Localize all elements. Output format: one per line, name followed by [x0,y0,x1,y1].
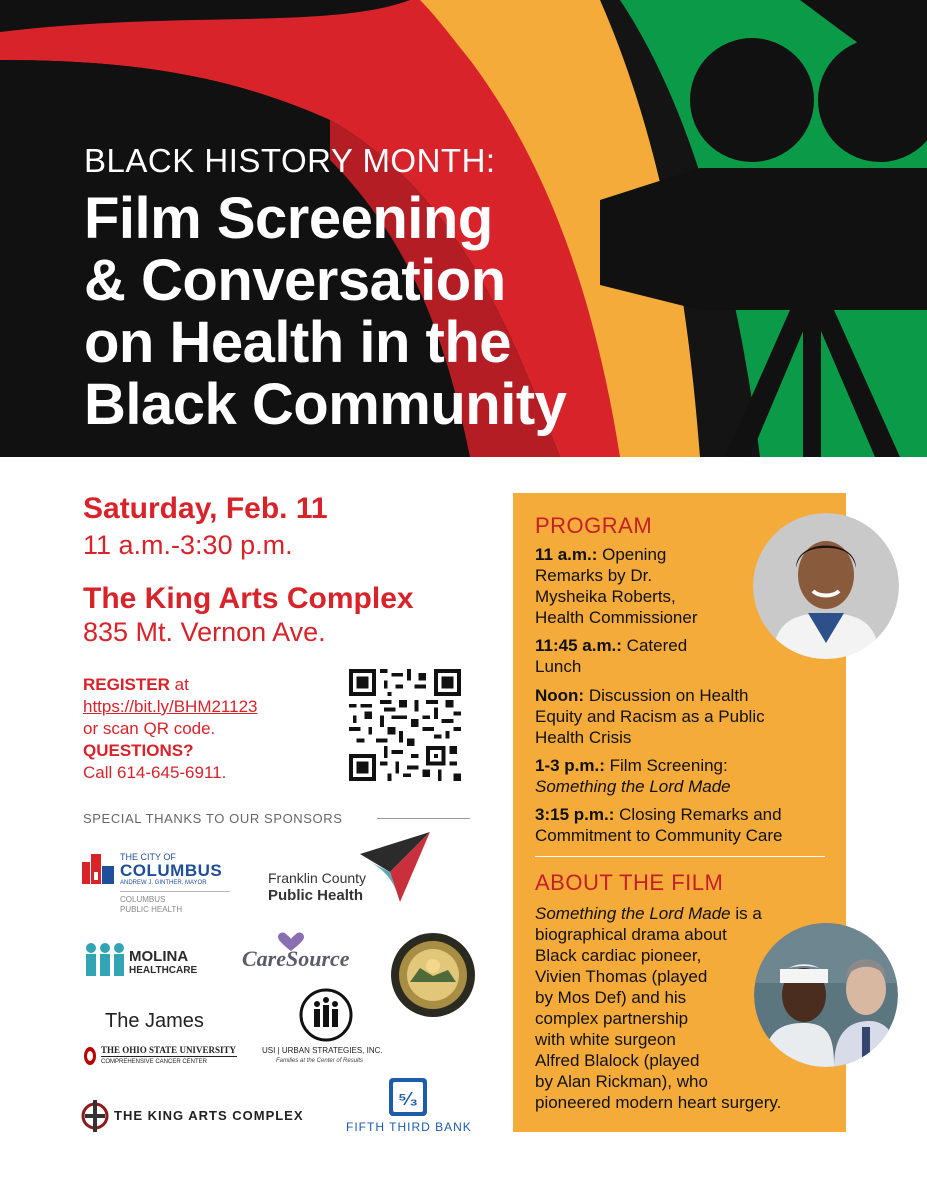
sponsors-heading: SPECIAL THANKS TO OUR SPONSORS [83,811,343,826]
program-time: 1-3 p.m.: [535,756,605,775]
about-line: is a [730,904,762,923]
program-item [535,544,765,628]
program-text: Discussion on Health [584,686,749,705]
program-text: Lunch [535,657,582,676]
sponsors-divider [377,818,470,819]
about-line: by Alan Rickman), who [535,1072,708,1091]
register-at: at [174,675,189,694]
james-name: The James [105,1010,204,1032]
program-text: Health Crisis [535,728,632,747]
program-text: Opening [597,545,667,564]
franklin-line2: Public Health [268,887,364,904]
program-text: Catered [621,636,688,655]
panel-divider [535,856,825,857]
register-label: REGISTER [83,675,170,694]
program-time: 11:45 a.m.: [535,636,622,655]
questions-label: QUESTIONS? [83,741,194,760]
about-film-title: Something the Lord Made [535,904,731,923]
sponsor-fifththird-logo [346,1078,481,1136]
film-title-italic: Something the Lord Made [535,777,731,796]
program-text: Equity and Racism as a Public [535,707,765,726]
program-time: 3:15 p.m.: [535,805,615,824]
about-line: complex partnership [535,1009,689,1028]
program-time: 11 a.m.: [535,545,598,564]
sponsor-caresource-logo [242,932,367,972]
program-text: Health Commissioner [535,608,698,627]
about-heading: ABOUT THE FILM [535,870,724,895]
hero-kicker: BLACK HISTORY MONTH: [84,142,496,179]
sponsor-molina-logo [83,940,213,980]
film-still-photo [754,923,898,1067]
molina-line2: HEALTHCARE [129,965,198,976]
about-line: by Mos Def) and his [535,988,687,1007]
program-heading: PROGRAM [535,513,653,538]
about-line: Black cardiac pioneer, [535,946,702,965]
scan-text: or scan QR code. [83,719,216,738]
kingarts-name: THE KING ARTS COMPLEX [114,1108,304,1123]
register-link[interactable]: https://bit.ly/BHM21123 [83,697,258,716]
usi-people-icon [299,988,353,1042]
program-text: Remarks by Dr. [535,566,653,585]
qr-code[interactable] [349,669,461,781]
about-line: with white surgeon [535,1030,676,1049]
commission-minority-health-seal-icon [390,932,476,1018]
program-text: Film Screening: [604,756,728,775]
james-osu: THE OHIO STATE UNIVERSITY [101,1045,236,1055]
hero-title [84,188,644,436]
event-date: Saturday, Feb. 11 [83,492,328,525]
registration-info [83,674,333,784]
sponsor-kingarts-logo [80,1098,320,1134]
columbus-sub2: PUBLIC HEALTH [120,905,183,914]
james-center: COMPREHENSIVE CANCER CENTER [101,1059,208,1065]
caresource-name: CareSource [242,946,350,971]
hero-title-line: Film Screening [84,186,493,251]
commissioner-portrait-photo [753,513,899,659]
franklin-line1: Franklin County [268,870,367,886]
columbus-skyline-icon [82,854,114,884]
columbus-big: COLUMBUS [120,861,223,880]
sponsor-franklin-logo [268,832,438,907]
program-text: Closing Remarks and [614,805,782,824]
sponsor-columbus-logo [82,852,242,918]
event-address: 835 Mt. Vernon Ave. [83,617,326,647]
osu-block-o-icon [83,1046,97,1066]
hero-title-line: & Conversation [84,248,506,313]
fifththird-mark-icon [389,1078,427,1116]
molina-people-icon [83,940,127,976]
program-item [535,685,835,748]
sponsor-james-logo [83,1010,243,1070]
fifththird-name: FIFTH THIRD BANK [346,1120,472,1134]
event-time: 11 a.m.-3:30 p.m. [83,530,293,560]
program-text: Mysheika Roberts, [535,587,676,606]
phone-text: Call 614-645-6911. [83,763,227,782]
columbus-sub1: COLUMBUS [120,895,166,904]
usi-name: USI | URBAN STRATEGIES, INC. [262,1046,383,1055]
program-item [535,635,687,677]
about-line: pioneered modern heart surgery. [535,1093,782,1112]
sponsor-usi-logo [262,988,392,1068]
svg-text:⁵⁄₃: ⁵⁄₃ [398,1089,418,1109]
about-line: Vivien Thomas (played [535,967,708,986]
kingarts-emblem-icon [80,1098,110,1134]
event-venue: The King Arts Complex [83,582,414,615]
hero-title-line: Black Community [84,372,567,437]
about-line: Alfred Blalock (played [535,1051,700,1070]
columbus-mayor: ANDREW J. GINTHER, MAYOR [120,880,207,886]
program-time: Noon: [535,686,585,705]
hero-banner [0,0,927,457]
molina-line1: MOLINA [129,948,189,965]
usi-tag: Families at the Center of Results [276,1058,364,1064]
hero-title-line: on Health in the [84,310,511,375]
program-item [535,755,731,797]
program-text: Commitment to Community Care [535,826,783,845]
columbus-small: THE CITY OF [120,852,176,862]
about-line: biographical drama about [535,925,727,944]
program-item [535,804,835,846]
franklin-swoosh-icon [360,832,432,902]
